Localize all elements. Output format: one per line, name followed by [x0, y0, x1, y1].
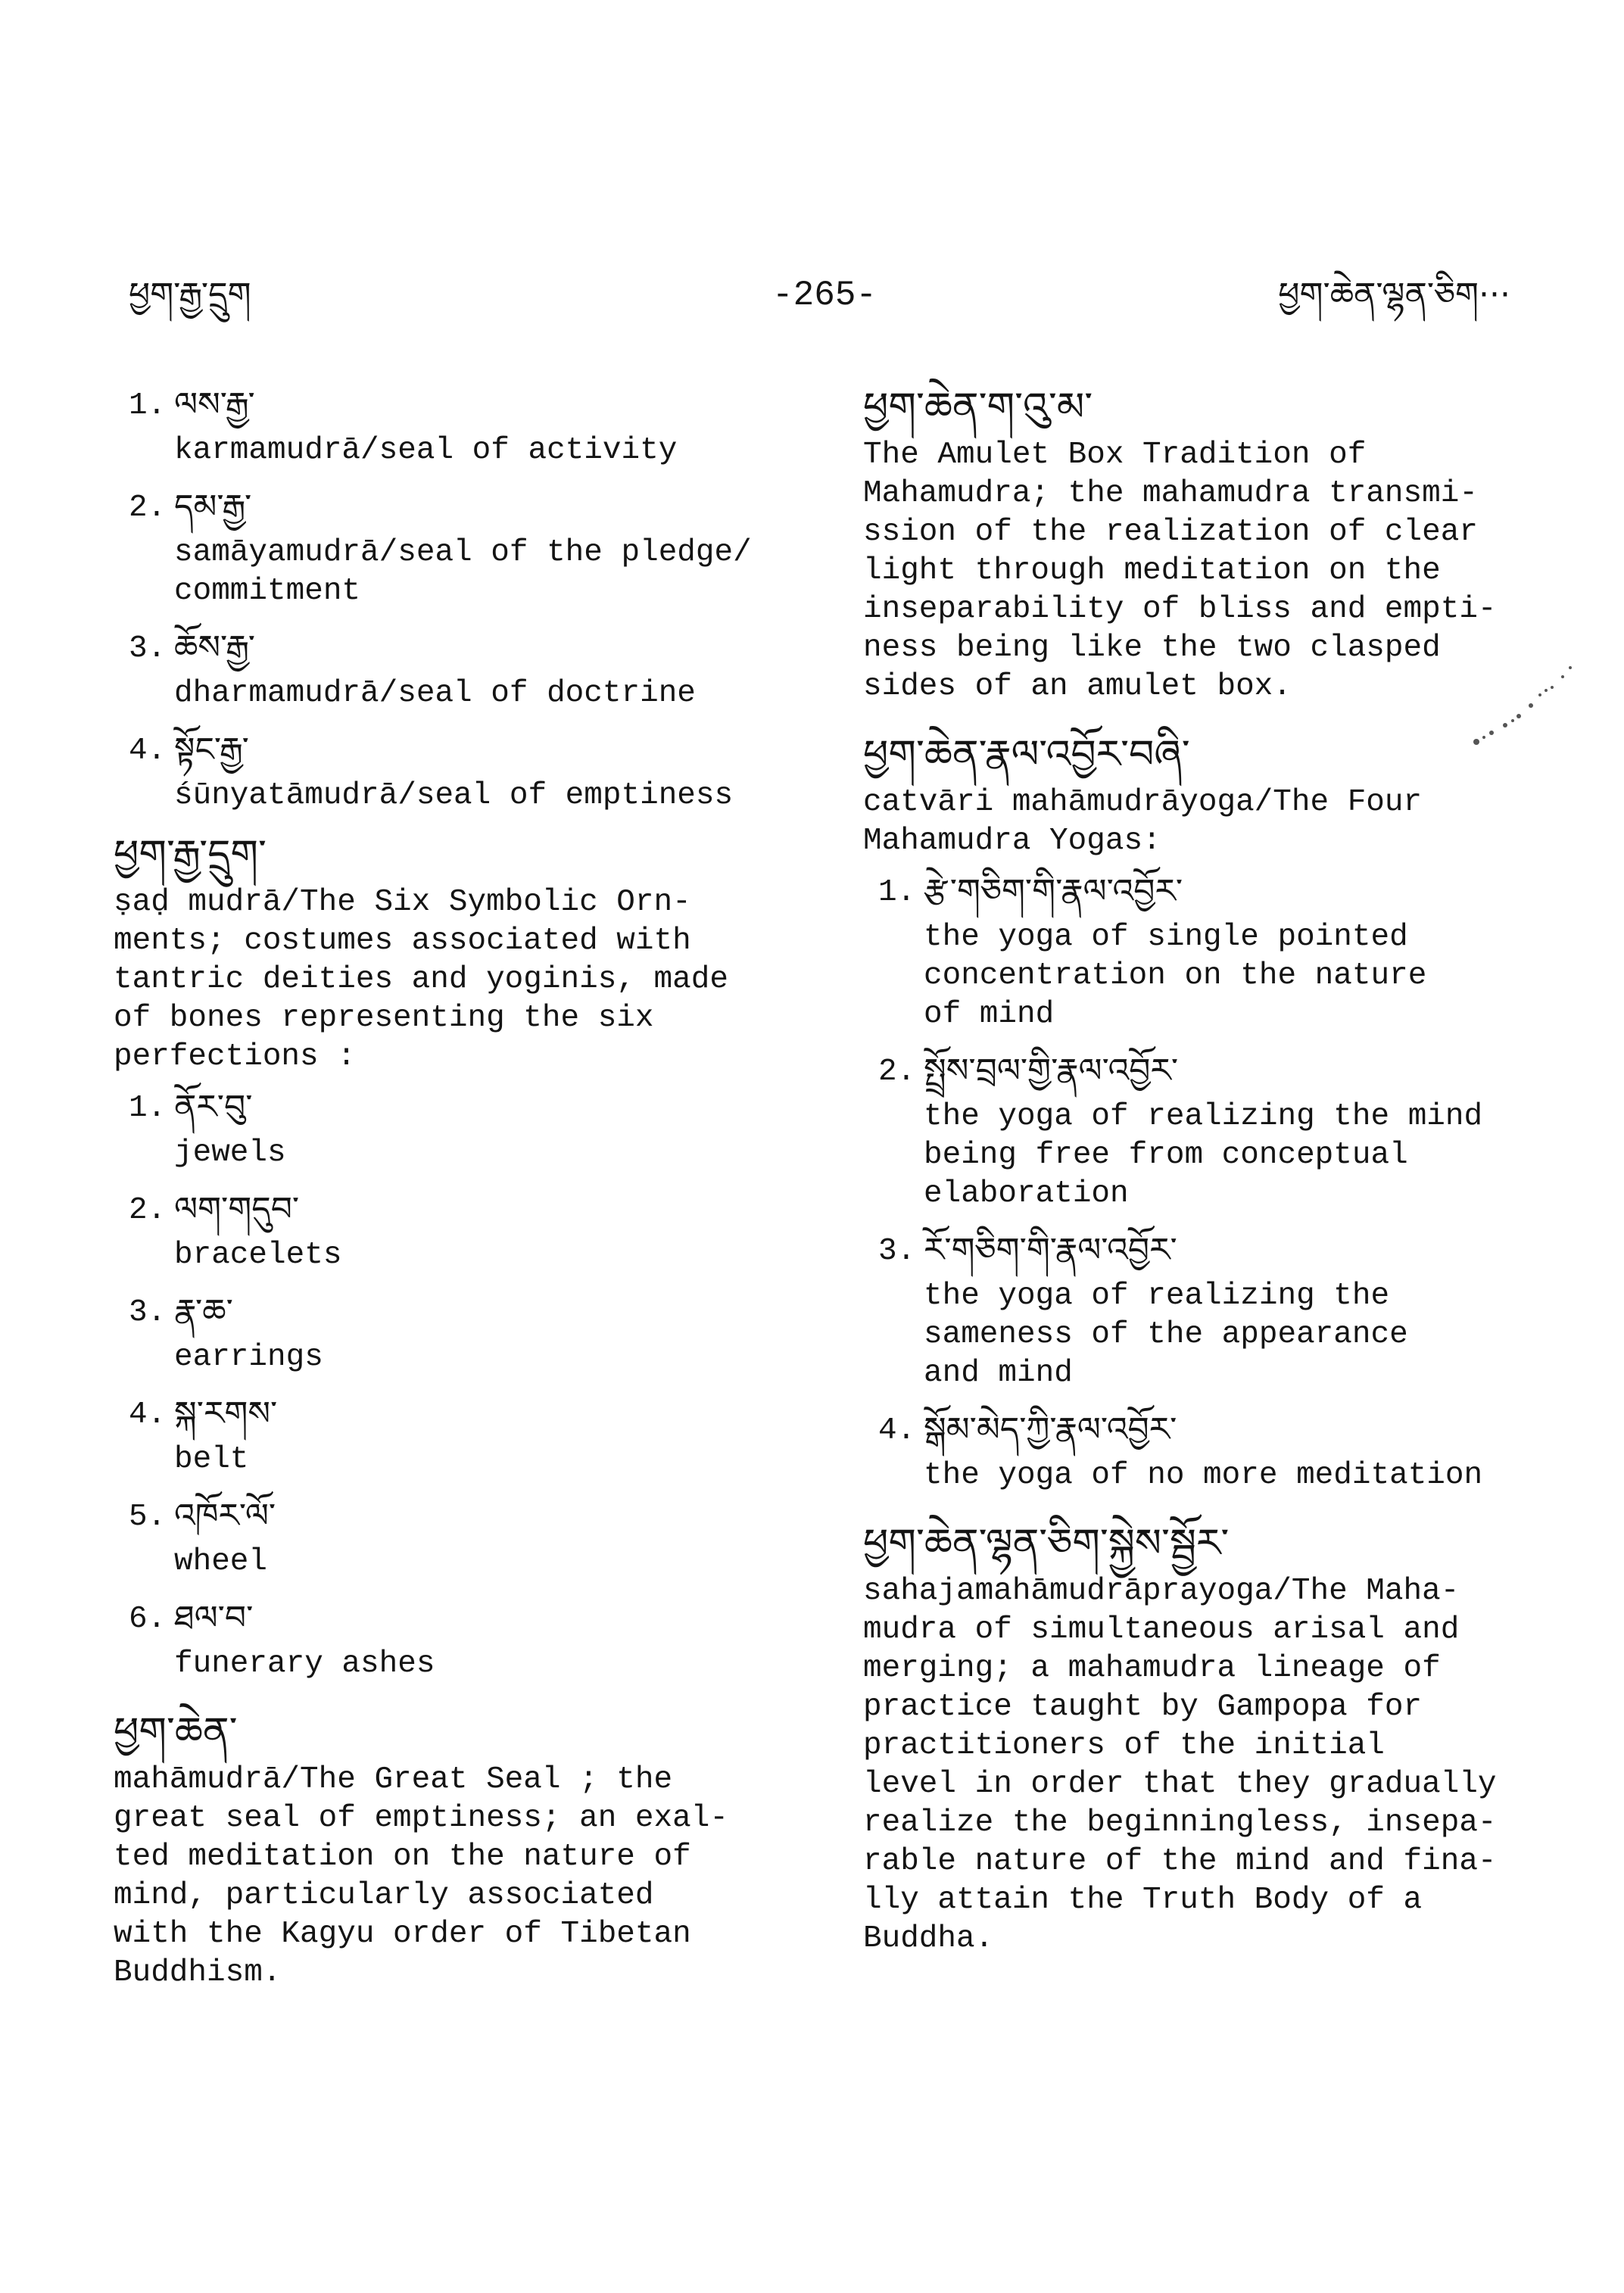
- item-number: 1.: [878, 875, 916, 910]
- item-tibetan: དམ་རྒྱ་: [174, 488, 252, 526]
- right-column: [863, 379, 1545, 1978]
- list-item: [114, 1592, 810, 1684]
- entry-headword: ཕྱག་ཆེན་ག་འུ་མ་: [863, 385, 1093, 430]
- entry-definition: catvāri mahāmudrāyoga/The Four Mahamudra Yogas:: [863, 785, 1423, 858]
- item-tibetan: ལག་གདུབ་: [174, 1190, 300, 1229]
- entry-sahaja: [863, 1515, 1545, 1958]
- item-text: funerary ashes: [174, 1647, 435, 1681]
- list-item: [114, 1081, 810, 1173]
- entry-six-ornaments: [114, 826, 810, 1684]
- list-item: [863, 1224, 1545, 1393]
- item-text: bracelets: [174, 1238, 342, 1273]
- entry-headword: ཕྱག་རྒྱ་དྲུག་: [114, 832, 267, 877]
- item-number: 2.: [878, 1055, 916, 1089]
- entry-headword: ཕྱག་ཆེན་ལྷན་ཅིག་སྐྱེས་སྦྱོར་: [863, 1521, 1230, 1566]
- item-number: 3.: [129, 1295, 167, 1330]
- item-text: the yoga of single pointed concentration on the nature of mind: [924, 920, 1427, 1032]
- item-number: 1.: [129, 388, 167, 423]
- item-text: earrings: [174, 1340, 323, 1375]
- entry-headword: ཕྱག་ཆེན་རྣལ་འབྱོར་བཞི་: [863, 732, 1190, 777]
- item-tibetan: སྟོང་རྒྱ་: [174, 731, 249, 769]
- entry-headword: ཕྱག་ཆེན་: [114, 1709, 238, 1755]
- item-number: 4.: [129, 1397, 167, 1432]
- item-text: dharmamudrā/seal of doctrine: [174, 676, 696, 711]
- item-tibetan: འཁོར་ལོ་: [174, 1497, 276, 1535]
- list-item: [863, 1404, 1545, 1495]
- page-number: -265-: [772, 276, 877, 315]
- item-tibetan: སྒོམ་མེད་ཀྱི་རྣལ་འབྱོར་: [924, 1410, 1177, 1449]
- item-text: jewels: [174, 1136, 286, 1170]
- list-item: [114, 1490, 810, 1581]
- yogas-list: [863, 865, 1545, 1495]
- item-number: 6.: [129, 1602, 167, 1637]
- list-item: [863, 1045, 1545, 1213]
- left-column: [114, 379, 810, 2012]
- list-item: [114, 1388, 810, 1479]
- item-number: 5.: [129, 1500, 167, 1534]
- item-text: the yoga of realizing the mind being free from conceptual elaboration: [924, 1099, 1483, 1211]
- item-text: śūnyatāmudrā/seal of emptiness: [174, 778, 734, 813]
- item-text: samāyamudrā/seal of the pledge/ commitment: [174, 535, 752, 609]
- list-item: [114, 724, 810, 815]
- item-number: 2.: [129, 1193, 167, 1228]
- item-tibetan: རྣ་ཆ་: [174, 1292, 233, 1331]
- item-text: the yoga of no more meditation: [924, 1458, 1483, 1493]
- item-tibetan: སྤྲོས་བྲལ་གྱི་རྣལ་འབྱོར་: [924, 1051, 1179, 1090]
- item-tibetan: ལས་རྒྱ་: [174, 385, 255, 424]
- list-item: [114, 622, 810, 713]
- entry-mahamudra: [114, 1703, 810, 1992]
- entry-definition: ṣaḍ mudrā/The Six Symbolic Orn- ments; costumes associated with tantric deities and yoginis, made of bones representing the six perfections :: [114, 885, 728, 1074]
- entry-definition: sahajamahāmudrāprayoga/The Maha- mudra of simultaneous arisal and merging; a mahamudra lineage of practice taught by Gampopa for practitioners of the initial level in order that they gradually realize the beginningless, insepa- rable nature of the mind and fina- lly attain the Truth Body of a Buddha.: [863, 1574, 1497, 1956]
- item-tibetan: རོ་གཅིག་གི་རྣལ་འབྱོར་: [924, 1231, 1177, 1270]
- header-right-tibetan: ཕྱག་ཆེན་ལྷན་ཅིག···: [1278, 276, 1510, 314]
- item-tibetan: ཐལ་བ་: [174, 1599, 254, 1637]
- item-tibetan: རྩེ་གཅིག་གི་རྣལ་འབྱོར་: [924, 872, 1183, 911]
- item-number: 4.: [129, 734, 167, 768]
- seals-list: [114, 379, 810, 815]
- header-left-tibetan: ཕྱག་རྒྱ་དྲུག: [129, 276, 251, 314]
- item-number: 3.: [878, 1234, 916, 1269]
- ornaments-list: [114, 1081, 810, 1684]
- list-item: [114, 379, 810, 470]
- entry-definition: mahāmudrā/The Great Seal ; the great seal of emptiness; an exal- ted meditation on the nature of mind, particularly associated with the Kagyu order of Tibetan Buddhism.: [114, 1762, 728, 1990]
- item-tibetan: ཆོས་རྒྱ་: [174, 628, 255, 667]
- item-text: karmamudrā/seal of activity: [174, 433, 678, 468]
- entry-amulet-box: [863, 379, 1545, 706]
- entry-four-yogas: [863, 726, 1545, 1495]
- list-item: [114, 1183, 810, 1275]
- item-tibetan: སྐ་རགས་: [174, 1394, 278, 1433]
- item-text: belt: [174, 1442, 249, 1477]
- item-number: 2.: [129, 491, 167, 525]
- list-item: [863, 865, 1545, 1034]
- ink-speck-mark: [1461, 651, 1582, 757]
- list-item: [114, 481, 810, 611]
- entry-definition: The Amulet Box Tradition of Mahamudra; the mahamudra transmi- ssion of the realization of clear light through meditation on the inseparability of bliss and empti- ness being like the two clasped sides of an amulet box.: [863, 438, 1497, 704]
- item-text: wheel: [174, 1544, 268, 1579]
- list-item: [114, 1285, 810, 1377]
- item-number: 3.: [129, 631, 167, 666]
- item-tibetan: ནོར་བུ་: [174, 1088, 253, 1126]
- item-text: the yoga of realizing the sameness of the appearance and mind: [924, 1279, 1408, 1391]
- item-number: 1.: [129, 1091, 167, 1126]
- item-number: 4.: [878, 1413, 916, 1448]
